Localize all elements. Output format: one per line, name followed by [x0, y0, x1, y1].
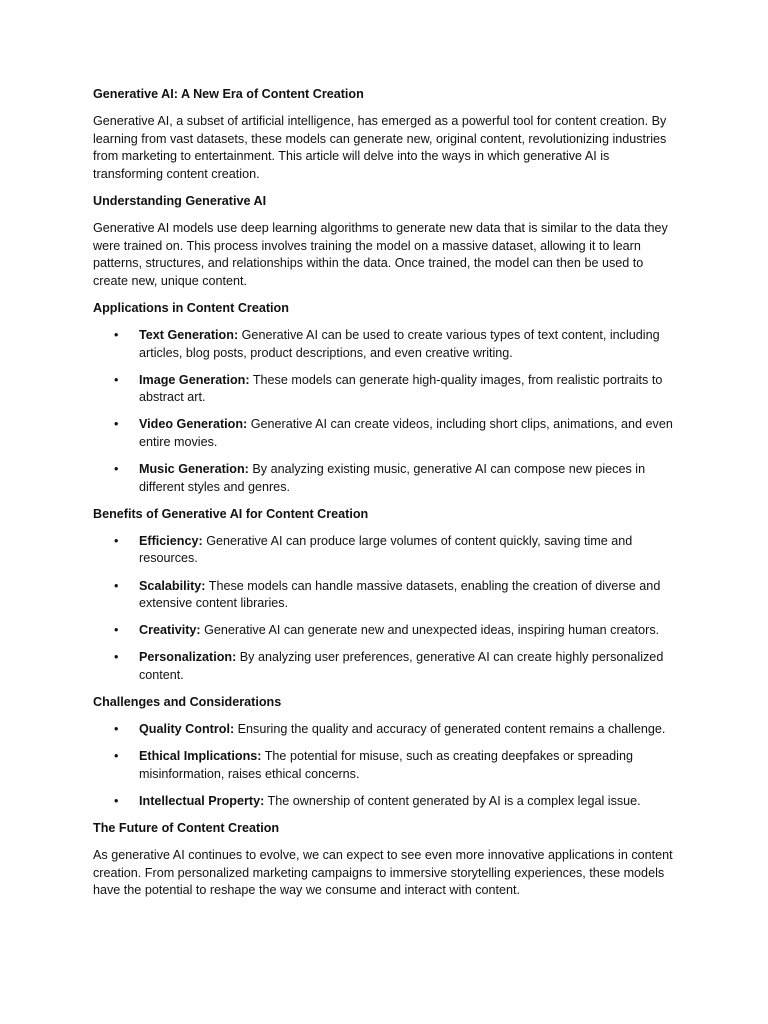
- list-item-term: Music Generation:: [139, 462, 249, 477]
- understanding-paragraph: Generative AI models use deep learning algorithms to generate new data that is similar to the data they were trained on. This process involves training the model on a massive dataset, allowing it to learn patterns, structures, and relationships within the data. Once trained, the model can then be used to create new, unique content.: [93, 221, 668, 288]
- list-item-text: By analyzing existing music, generative AI can compose new pieces in different styles and genres.: [139, 462, 646, 494]
- document-title: Generative AI: A New Era of Content Creation: [93, 87, 364, 101]
- list-item: [93, 649, 676, 684]
- list-item-text: Generative AI can generate new and unexpected ideas, inspiring human creators.: [200, 623, 660, 638]
- bullet-icon: •: [114, 793, 119, 808]
- list-item-term: Quality Control:: [139, 722, 235, 737]
- list-item: [93, 622, 676, 640]
- future-paragraph: As generative AI continues to evolve, we can expect to see even more innovative applications in content creation. From personalized marketing campaigns to immersive storytelling experiences, these models have the potential to reshape the way we consume and interact with content.: [93, 848, 673, 898]
- bullet-icon: •: [114, 749, 119, 764]
- list-item-text: Generative AI can be used to create various types of text content, including articles, blog posts, product descriptions, and even creative writing.: [139, 328, 660, 360]
- bullet-icon: •: [114, 533, 119, 548]
- list-item-term: Intellectual Property:: [139, 793, 265, 808]
- list-item: [93, 748, 676, 783]
- bullet-icon: •: [114, 722, 119, 737]
- applications-list: [93, 327, 676, 496]
- section-heading-benefits: Benefits of Generative AI for Content Creation: [93, 506, 369, 521]
- list-item-text: These models can handle massive datasets, enabling the creation of diverse and extensive content libraries.: [139, 578, 661, 611]
- list-item: [93, 416, 676, 451]
- list-item-text: By analyzing user preferences, generative AI can create highly personalized content.: [139, 650, 664, 682]
- list-item-text: Ensuring the quality and accuracy of generated content remains a challenge.: [234, 722, 666, 737]
- list-item-text: Generative AI can produce large volumes of content quickly, saving time and resources.: [139, 533, 633, 566]
- list-item-term: Ethical Implications:: [139, 749, 262, 764]
- list-item-term: Scalability:: [139, 578, 206, 593]
- list-item-term: Personalization:: [139, 650, 237, 665]
- section-heading-future: The Future of Content Creation: [93, 821, 280, 835]
- list-item-term: Video Generation:: [139, 417, 248, 432]
- list-item: [93, 461, 676, 496]
- section-heading-understanding: Understanding Generative AI: [93, 193, 267, 208]
- section-heading-applications: Applications in Content Creation: [93, 300, 289, 315]
- list-item: [93, 327, 676, 362]
- list-item-text: The potential for misuse, such as creating deepfakes or spreading misinformation, raises ethical concerns.: [139, 749, 633, 781]
- bullet-icon: •: [114, 462, 119, 477]
- bullet-icon: •: [114, 328, 119, 343]
- section-heading-challenges: Challenges and Considerations: [93, 695, 282, 710]
- list-item-text: Generative AI can create videos, including short clips, animations, and even entire movies.: [139, 417, 673, 449]
- list-item: [93, 533, 676, 568]
- list-item: [93, 721, 676, 739]
- bullet-icon: •: [114, 650, 119, 665]
- bullet-icon: •: [114, 372, 119, 387]
- list-item-term: Image Generation:: [139, 372, 250, 387]
- list-item-term: Text Generation:: [139, 328, 239, 343]
- list-item: [93, 372, 676, 407]
- list-item: [93, 578, 676, 613]
- bullet-icon: •: [114, 417, 119, 432]
- list-item-term: Creativity:: [139, 623, 201, 638]
- list-item-text: These models can generate high-quality images, from realistic portraits to abstract art.: [139, 372, 663, 405]
- list-item-text: The ownership of content generated by AI is a complex legal issue.: [264, 793, 641, 808]
- bullet-icon: •: [114, 623, 119, 638]
- bullet-icon: •: [114, 578, 119, 593]
- challenges-list: [93, 721, 676, 810]
- list-item: [93, 793, 676, 811]
- list-item-term: Efficiency:: [139, 533, 203, 548]
- intro-paragraph: Generative AI, a subset of artificial intelligence, has emerged as a powerful tool for content creation. By learning from vast datasets, these models can generate new, original content, revolutionizing industries from marketing to entertainment. This article will delve into the ways in which generative AI is transforming content creation.: [93, 114, 667, 181]
- benefits-list: [93, 533, 676, 685]
